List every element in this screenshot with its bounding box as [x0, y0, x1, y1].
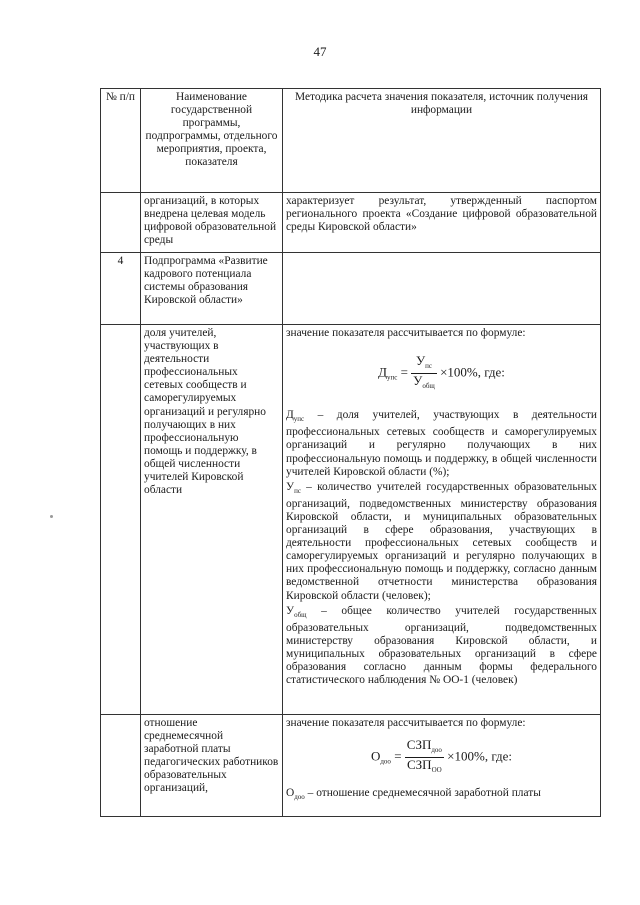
table-row	[101, 715, 601, 817]
definition-item: $У_{общ}$ – общее количество учителей государственных образовательных организаций, подведомственных министерству образования Кировской области, и муниципальных образовательных организаций в сфере образования согласно данным формы федерального статистического наблюдения № ОО-1 (человек)	[286, 604, 597, 687]
formula-numerator-sub: доо	[431, 746, 442, 755]
row3-num-cell	[101, 325, 141, 715]
header-num-cell: № п/п	[101, 89, 141, 193]
definition-item: $О_{доо}$ – отношение среднемесячной заработной платы	[286, 787, 541, 802]
table-row	[101, 325, 601, 715]
formula-denominator: СЗП	[407, 757, 432, 773]
row1-name-cell: организаций, в которых внедрена целевая модель цифровой образовательной среды	[141, 193, 283, 253]
formula-lhs-sub: упс	[386, 373, 398, 382]
header-name-cell: Наименование государственной программы, подпрограммы, отдельного мероприятия, проекта, показателя	[141, 89, 283, 193]
formula-denominator: У	[413, 373, 423, 389]
formula-fraction	[405, 738, 444, 777]
formula-tail: ×100%, где:	[440, 364, 505, 380]
table-row	[101, 193, 601, 253]
formula-numerator-sub: пс	[425, 362, 433, 371]
row4-intro: значение показателя рассчитывается по формуле:	[286, 717, 526, 729]
row4-name-cell: отношение среднемесячной заработной платы педагогических работников образовательных организаций,	[141, 715, 283, 817]
formula-lhs-sub: доо	[380, 757, 391, 766]
formula-denominator-sub: ОО	[431, 766, 442, 775]
formula-lhs: Д	[378, 364, 387, 380]
row2-method-cell	[283, 253, 601, 325]
formula-numerator: У	[415, 353, 426, 369]
formula-denominator-sub: общ	[422, 382, 435, 391]
table-header-row	[101, 89, 601, 193]
scan-speck	[50, 515, 53, 518]
row2-name-cell: Подпрограмма «Развитие кадрового потенциала системы образования Кировской области»	[141, 253, 283, 325]
indicator-table	[100, 88, 601, 817]
definition-item: $Д_{упс}$ – доля учителей, участвующих в деятельности профессиональных сетевых сообществ и саморегулируемых организаций и регулярно получающих в них профессиональную помощь и поддержку, в общей численности учителей Кировской области (%);	[286, 409, 597, 478]
row3-name-cell: доля учителей, участвующих в деятельности профессиональных сетевых сообществ и саморегулируемых организаций и регулярно получающих в них профессиональную помощь и поддержку, в общей численности учителей Кировской области	[141, 325, 283, 715]
formula-fraction	[411, 354, 437, 393]
row2-num-cell: 4	[101, 253, 141, 325]
definition-item: $У_{пс}$ – количество учителей государственных образовательных организаций, подведомственных министерству образования Кировской области, и муниципальных образовательных организаций в сфере образования, участвующих в деятельности профессиональных сетевых сообществ и саморегулируемых организаций и регулярно получающих в них профессиональную помощь и поддержку, согласно данным ведомственной отчетности министерства образования Кировской области (человек);	[286, 480, 597, 602]
row3-intro: значение показателя рассчитывается по формуле:	[286, 327, 526, 339]
row4-num-cell	[101, 715, 141, 817]
formula-lhs: О	[370, 748, 381, 764]
row4-method-cell	[283, 715, 601, 817]
row1-num-cell	[101, 193, 141, 253]
row3-method-cell	[283, 325, 601, 715]
formula-numerator: СЗП	[406, 737, 432, 753]
header-method-cell: Методика расчета значения показателя, источник получения информации	[283, 89, 601, 193]
row4-formula: $О_{доо}$ = $\frac{СЗП_{доо}}{СЗП_{ОО}}$ ×100%, где:	[286, 738, 597, 777]
row1-method-cell: характеризует результат, утвержденный паспортом регионального проекта «Создание цифровой образовательной среды Кировской области»	[283, 193, 601, 253]
formula-tail: ×100%, где:	[447, 748, 513, 764]
page-number: 47	[313, 44, 327, 59]
table-row	[101, 253, 601, 325]
row3-formula: $Д_{упс}$ = $\frac{У_{пс}}{У_{общ}}$ ×100%, где:	[286, 354, 597, 393]
